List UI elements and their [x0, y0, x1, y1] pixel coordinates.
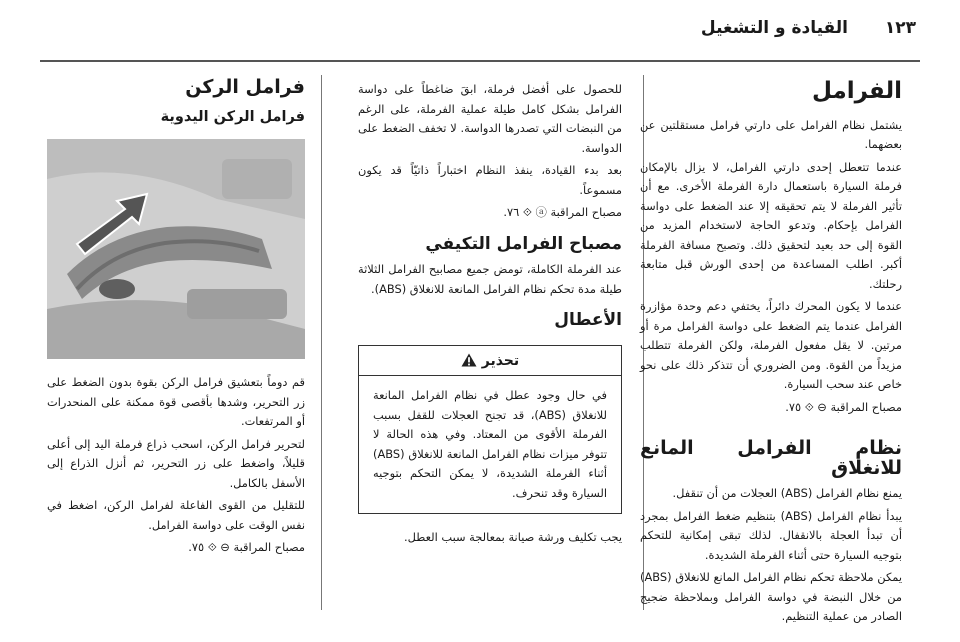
section-title-faults: الأعطال: [554, 310, 622, 330]
column-brakes: [640, 76, 902, 630]
chapter-title: القيادة و التشغيل: [700, 18, 848, 38]
paragraph: عند الفرملة الكاملة، تومض جميع مصابيح الفرامل الثلاثة طيلة مدة تحكم نظام الفرامل المانعة للانغلاق (ABS).: [358, 262, 622, 296]
warning-text: في حال وجود عطل في نظام الفرامل المانعة للانغلاق (ABS)، قد تجنح العجلات للقفل بسبب الفرملة الأقوى من المعتاد. وفي هذه الحالة لا تتوفر ميزات نظام الفرامل المانعة للانغلاق (ABS) أثناء الفرملة الشديدة، لا يمكن التحكم بتوجيه السيارة وقد تنحرف.: [373, 388, 608, 500]
control-indicator-reference: مصباح المراقبة ⊖ ⟐ ٧٥.: [188, 540, 305, 554]
section-title-adaptive-brake-lights: مصباح الفرامل التكيفي: [425, 233, 622, 254]
section-subtitle-hand-brake: فرامل الركن اليدوية: [160, 108, 305, 125]
column-abs-continued: [358, 80, 622, 551]
page-number: ١٢٣: [884, 18, 916, 38]
paragraph: يمكن ملاحظة تحكم نظام الفرامل المانع للانغلاق (ABS) من خلال النبضة في دواسة الفرامل وبملاحظة ضجيج الصادر من عملية التنظيم.: [640, 570, 902, 623]
warning-box: [358, 345, 622, 515]
column-parking-brake: [47, 78, 305, 561]
column-divider-left: [321, 75, 322, 610]
hand-brake-illustration: [47, 139, 305, 359]
paragraph: بعد بدء القيادة، ينفذ النظام اختباراً ذاتيّاً قد يكون مسموعاً.: [358, 163, 622, 197]
section-title-parking-brake: فرامل الركن: [185, 76, 305, 98]
hand-brake-photo: [47, 139, 305, 359]
paragraph: يبدأ نظام الفرامل (ABS) بتنظيم ضغط الفرامل بمجرد أن تبدأ العجلة بالانقفال. لذلك تبقى إمكانية للتحكم بتوجيه السيارة حتى أثناء الفرملة الشديدة.: [640, 508, 903, 562]
paragraph: يجب تكليف ورشة صيانة بمعالجة سبب العطل.: [404, 530, 622, 544]
paragraph: قم دوماً بتعشيق فرامل الركن بقوة بدون الضغط على زر التحرير، وشدها بأقصى قوة ممكنة على المنحدرات أو المرتفعات.: [47, 375, 305, 428]
warning-header: [359, 346, 621, 377]
section-title-abs: نظام الفرامل المانع للانغلاق: [640, 437, 902, 479]
paragraph: للتقليل من القوى الفاعلة لفرامل الركن، اضغط في نفس الوقت على دواسة الفرامل.: [47, 498, 305, 532]
paragraph: للحصول على أفضل فرملة، ابقَ ضاغطاً على دواسة الفرامل بشكل كامل طيلة عملية الفرملة، على الرغم من النبضات التي تصدرها الدواسة. لا تخفف الضغط على الدواسة.: [358, 82, 622, 155]
section-title-brakes: الفرامل: [811, 78, 902, 104]
paragraph: لتحرير فرامل الركن، اسحب ذراع فرملة اليد إلى أعلى قليلاً، واضغط على زر التحرير، ثم أنزل الذراع إلى الأسفل بالكامل.: [47, 436, 305, 490]
paragraph: يشتمل نظام الفرامل على دارتي فرامل مستقلتين عن بعضهما.: [640, 117, 902, 151]
control-indicator-reference: مصباح المراقبة ⓐ ⟐ ٧٦.: [503, 205, 622, 219]
paragraph: عندما تتعطل إحدى دارتي الفرامل، لا يزال بالإمكان فرملة السيارة باستعمال دارة الفرملة الأخرى. مع أن تأثير الفرملة لا يتم تحقيقه إلا عند الضغط على دواسة الفرامل بإحكام. وتدعو الحاجة لاستخدام المزيد من القوة إلى حد بعيد لتحقيق ذلك. وتصبح مسافة الفرملة أكبر. اطلب المساعدة من إحدى الورش قبل متابعة رحلتك.: [640, 159, 902, 291]
page-header: [0, 0, 960, 60]
warning-triangle-icon: [461, 353, 477, 367]
paragraph: يمنع نظام الفرامل (ABS) العجلات من أن تنقفل.: [672, 486, 902, 500]
paragraph: عندما لا يكون المحرك دائراً، يختفي دعم وحدة مؤازرة الفرامل عندما يتم الضغط على دواسة الفرامل مرة أو مرتين. لا يقل مفعول الفرملة، ولكن الفرملة تتطلب مزيداً من القوة. ومن الضروري أن تتذكر ذلك على نحو خاص عند سحب السيارة.: [640, 299, 902, 391]
control-indicator-reference: مصباح المراقبة ⊖ ⟐ ٧٥.: [785, 399, 902, 414]
header-divider: [40, 60, 920, 62]
warning-title: تحذير: [481, 352, 520, 369]
